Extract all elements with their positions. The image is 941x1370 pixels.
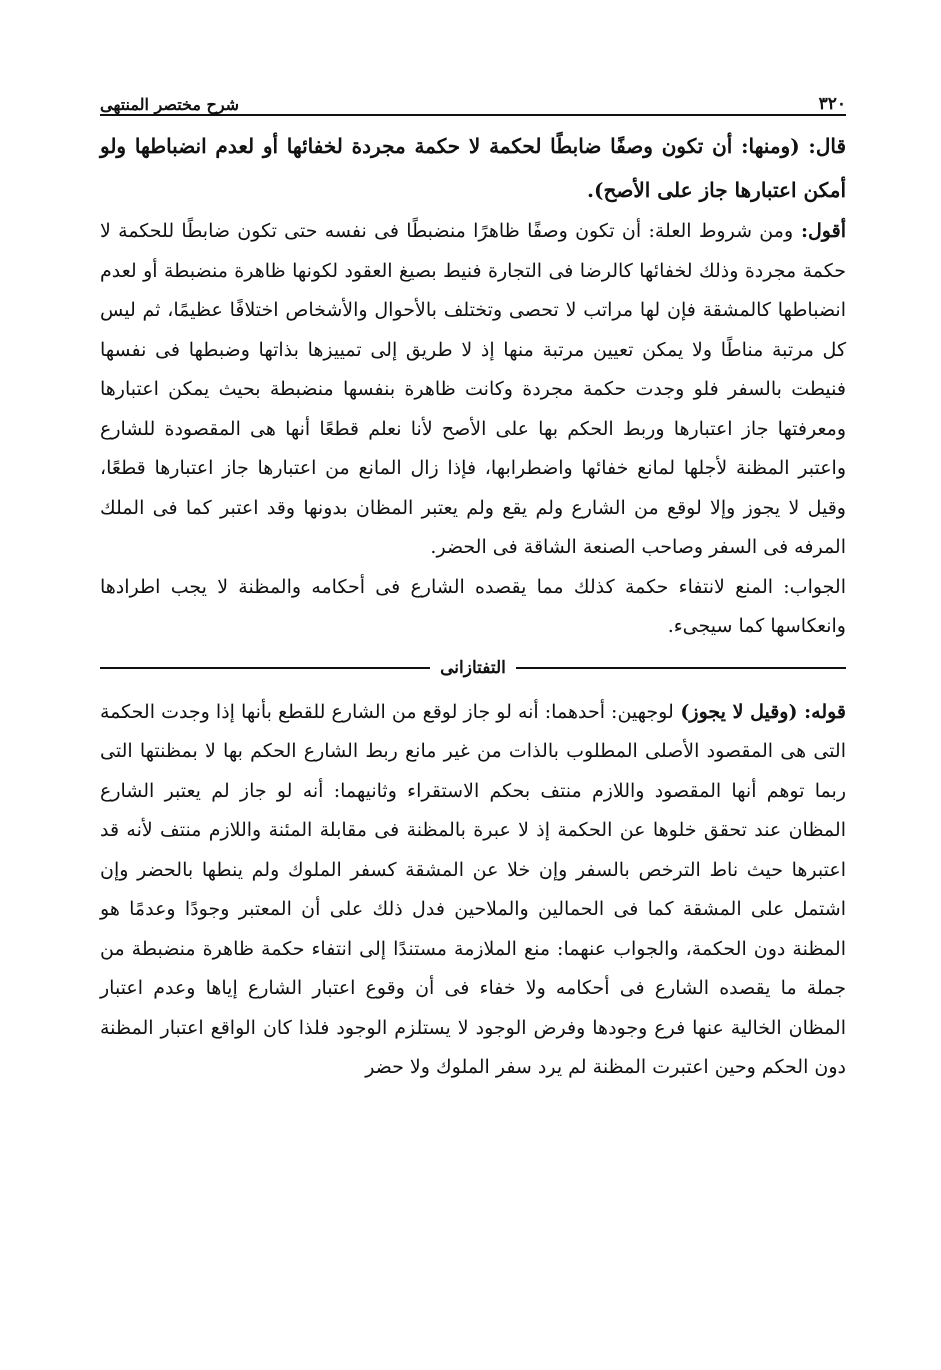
- answer-paragraph: [100, 568, 846, 647]
- page-number: ٣٢٠: [818, 94, 846, 114]
- matn-text: (ومنها: أن تكون وصفًا ضابطًا لحكمة لا حكمة مجردة لخفائها أو لعدم انضباطها ولو أمكن اعتبارها جاز على الأصح).: [100, 134, 846, 202]
- commentary-prefix: قوله: (وقيل لا يجوز): [673, 700, 847, 723]
- commentary-paragraph: [100, 693, 846, 1088]
- matn-paragraph: [100, 124, 846, 212]
- book-page: [100, 80, 846, 1088]
- sharh-text: ومن شروط العلة: أن تكون وصفًا ظاهرًا منضبطًا فى نفسه حتى تكون ضابطًا للحكمة لا حكمة مجردة وذلك لخفائها كالرضا فى التجارة فنيط بصيغ العقود لكونها ظاهرة منضبطة أو لعدم انضباطها كالمشقة فإن لها مراتب لا تحصى وتختلف بالأحوال والأشخاص اختلافًا عظيمًا، ثم ليس كل مرتبة مناطًا ولا يمكن تعيين مرتبة منها إذ لا طريق إلى تمييزها بذاتها وضبطها فى نفسها فنيطت بالسفر فلو وجدت حكمة مجردة وكانت ظاهرة بنفسها منضبطة بحيث يمكن اعتبارها ومعرفتها جاز اعتبارها وربط الحكم بها على الأصح لأنا نعلم قطعًا أنها هى المقصودة للشارع واعتبر المظنة لأجلها لمانع خفائها واضطرابها، فإذا زال المانع من اعتبارها جاز اعتبارها قطعًا، وقيل لا يجوز وإلا لوقع من الشارع ولم يقع ولم يعتبر المظان بدونها وقد اعتبر كما فى الملك المرفه فى السفر وصاحب الصنعة الشاقة فى الحضر.: [100, 220, 846, 558]
- section-divider: [100, 653, 846, 683]
- divider-rule-right: [516, 667, 846, 669]
- commentary-text: لوجهين: أحدهما: أنه لو جاز لوقع من الشارع للقطع بأنها إذا وجدت الحكمة التى هى المقصود الأصلى المطلوب بالذات من غير مانع ربط الشارع الحكم بها لا بمظنتها التى ربما توهم أنها المقصود واللازم منتف بحكم الاستقراء وثانيهما: أنه لو جاز لم يعتبر الشارع المظان عند تحقق خلوها عن الحكمة إذ لا عبرة بالمظنة فى مقابلة المئنة واللازم منتف لأنه قد اعتبرها حيث ناط الترخص بالسفر وإن خلا عن المشقة كسفر الملوك ولم ينطها بالحضر وإن اشتمل على المشقة كما فى الحمالين والملاحين فدل ذلك على أن المعتبر وجودًا وعدمًا هو المظنة دون الحكمة، والجواب عنهما: منع الملازمة مستندًا إلى انتفاء حكمة ظاهرة منضبطة من جملة ما يقصده الشارع فى أحكامه ولا خفاء فى أن وقوع اعتبار الشارع إياها وعدم اعتبار المظان الخالية عنها فرع وجودها وفرض الوجود لا يستلزم الوجود فلذا كان الواقع اعتبار المظنة دون الحكم وحين اعتبرت المظنة لم يرد سفر الملوك ولا حضر: [100, 700, 846, 1078]
- sharh-paragraph: [100, 212, 846, 568]
- sharh-prefix: أقول:: [793, 220, 846, 242]
- book-title: شرح مختصر المنتهى: [100, 95, 240, 114]
- divider-rule-left: [100, 667, 430, 669]
- matn-prefix: قال:: [799, 134, 847, 158]
- divider-label: التفتازانى: [440, 657, 506, 678]
- running-header: [100, 80, 846, 116]
- answer-text: الجواب: المنع لانتفاء حكمة كذلك مما يقصده الشارع فى أحكامه والمظنة لا يجب اطرادها وانعكاسها كما سيجىء.: [100, 575, 846, 637]
